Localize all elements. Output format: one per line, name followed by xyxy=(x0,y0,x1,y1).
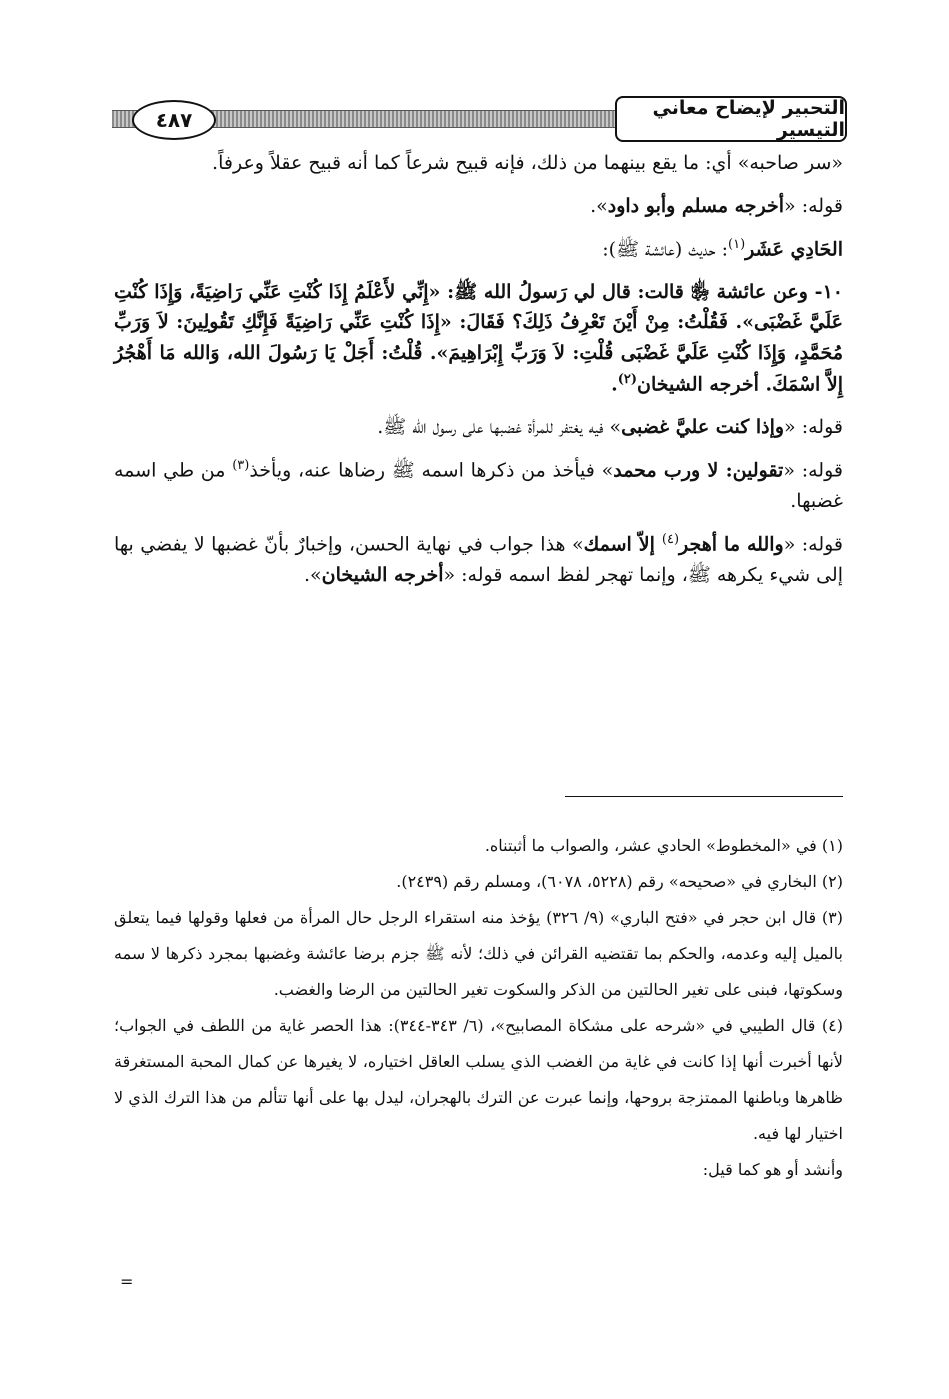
paragraph-7 xyxy=(114,529,843,591)
footnote-5: وأنشد أو هو كما قيل: xyxy=(702,1160,843,1179)
bold-quote: والله ما أهجر xyxy=(679,532,784,555)
text-run: قوله: « xyxy=(784,194,843,217)
bold-quote: تقولين: لا ورب محمد xyxy=(613,459,784,482)
text-run: ». xyxy=(303,563,322,586)
footnote-2: (٢) البخاري في «صحيحه» رقم (٥٢٢٨، ٦٠٧٨)، ومسلم رقم (٢٤٣٩). xyxy=(396,872,843,891)
text-run: . xyxy=(611,373,618,396)
text-run: قوله: « xyxy=(783,532,843,555)
paragraph-2 xyxy=(114,191,843,222)
bold-quote: أخرجه مسلم وأبو داود xyxy=(607,194,785,217)
footnotes xyxy=(114,828,843,1188)
text-run: من طي اسمه غضبها. xyxy=(114,459,843,512)
footnote-marker-2: (٢) xyxy=(617,371,638,387)
footnote-separator xyxy=(565,796,843,797)
page-end-mark: = xyxy=(120,1272,134,1291)
text-run: » فيأخذ من ذكرها اسمه ﷺ رضاها عنه، ويأخذ xyxy=(249,459,614,482)
footnote-1: (١) في «المخطوط» الحادي عشر، والصواب ما أثبتناه. xyxy=(484,836,843,855)
main-text xyxy=(114,148,843,603)
footnote-marker-3: (٣) xyxy=(232,457,250,473)
footnote-marker-4: (٤) xyxy=(661,531,680,547)
bold-quote: أخرجه الشيخان xyxy=(321,563,444,586)
text-run: » هذا جواب في نهاية الحسن، وإخبارٌ بأنّ غضبها لا يفضي بها إلى شيء يكرهه ﷺ، وإنما تهجر لفظ اسمه قوله: « xyxy=(114,532,843,586)
paragraph-3-heading xyxy=(114,234,843,265)
footnote-3: (٣) قال ابن حجر في «فتح الباري» (٩/ ٣٢٦) يؤخذ منه استقراء الرجل حال المرأة من فعلها وقولها فيما يتعلق بالميل إليه وعدمه، والحكم بما تقتضيه القرائن في ذلك؛ لأنه ﷺ جزم برضا عائشة وغضبها بمجرد ذكرها لا سمه وسكوتها، فبنى على تغير الحالتين من الذكر والسكوت تغير الحالتين من الرضا والغضب. xyxy=(114,908,844,999)
hadith-paragraph xyxy=(114,277,843,400)
paragraph-5 xyxy=(114,412,843,443)
footnote-4: (٤) قال الطيبي في «شرحه على مشكاة المصابيح»، (٦/ ٣٤٣-٣٤٤): هذا الحصر غاية من اللطف في الجواب؛ لأنها أخبرت أنها إذا كانت في غاية من الغضب الذي يسلب العاقل اختياره، لا يغيرها عن كمال المحبة المستغرقة ظاهرها وباطنها الممتزجة بروحها، وإنما عبرت عن الترك بالهجران، ليدل بها على أنها تتألم من هذا الترك الذي لا اختيار لها فيه. xyxy=(114,1016,844,1143)
bold-quote: إلاّ اسمك xyxy=(583,532,662,555)
text-run: قوله: « xyxy=(784,416,843,439)
paragraph-6 xyxy=(114,455,843,517)
book-title: التحبير لإيضاح معاني التيسير xyxy=(615,96,847,142)
text-run: قوله: « xyxy=(783,459,843,482)
section-heading: الحَادِي عَشَر xyxy=(745,237,843,260)
hadith-text: ١٠- وعن عائشة ﵂ قالت: قال لي رَسولُ الله ﷺ: «إِنِّي لأَعْلَمُ إِذَا كُنْتِ عَنِّي رَاضِيَةً، وَإِذَا كُنْتِ عَلَيَّ غَضْبَى». فَقُلْتُ: مِنْ أَيْنَ تَعْرِفُ ذَلِكَ؟ فَقَالَ: «إِذَا كُنْتِ عَنِّي رَاضِيَةً فَإِنَّكِ تَقُولِينَ: لاَ وَرَبِّ مُحَمَّدٍ، وَإِذَا كُنْتِ عَلَيَّ غَضْبَى قُلْتِ: لاَ وَرَبِّ إِبْرَاهِيمَ». قُلْتُ: أَجَلْ يَا رَسُولَ الله، وَالله مَا أَهْجُرُ إِلاَّ اسْمَكَ. أخرجه الشيخان xyxy=(114,280,843,396)
text-run: » فيه يغتفر للمرأة غضبها على رسول الله ﷺ. xyxy=(377,416,622,439)
page-header xyxy=(112,96,847,142)
text-run: : حديث (عائشة ﷺ): xyxy=(602,237,729,260)
footnote-marker-1: (١) xyxy=(728,236,746,252)
page-number: ٤٨٧ xyxy=(132,100,216,140)
bold-quote: وإذا كنت عليَّ غضبى xyxy=(621,416,785,439)
paragraph-1: «سر صاحبه» أي: ما يقع بينهما من ذلك، فإنه قبيح شرعاً كما أنه قبيح عقلاً وعرفاً. xyxy=(212,152,843,174)
text-run: ». xyxy=(590,194,608,217)
